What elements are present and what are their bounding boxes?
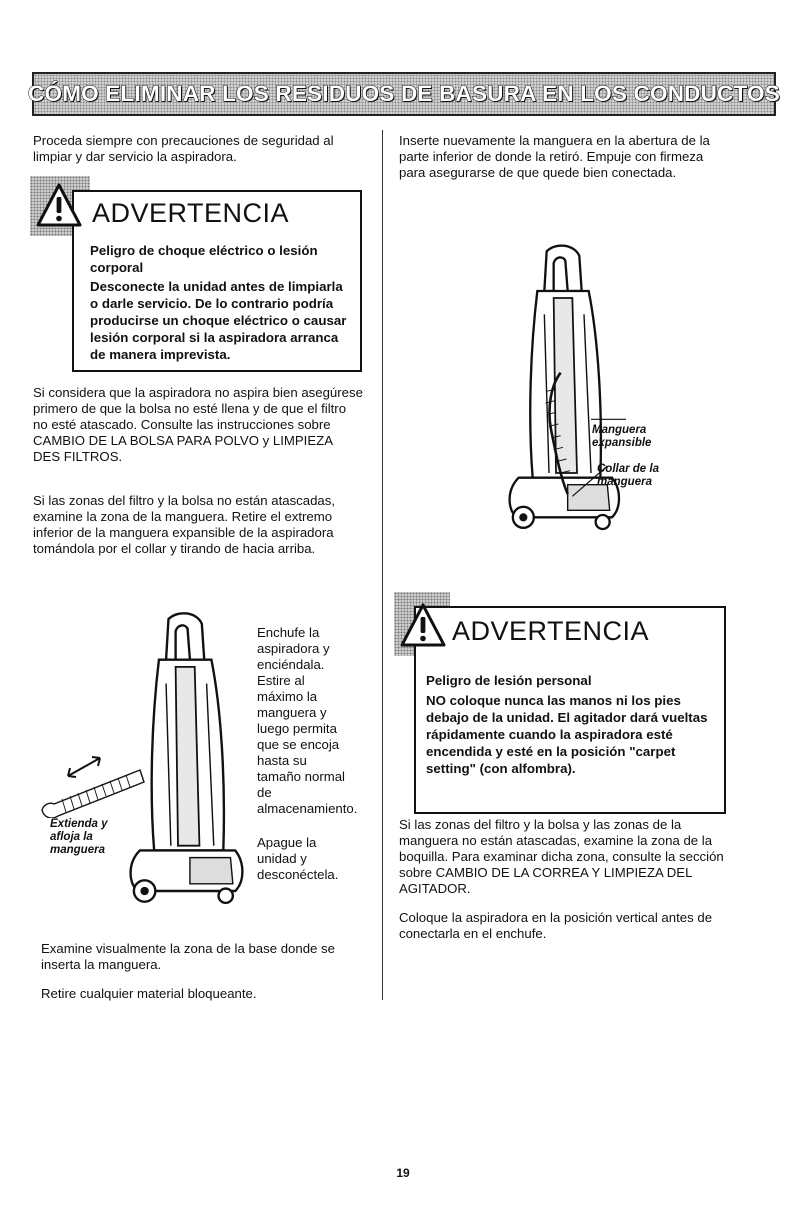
left-paragraph-1: Si considera que la aspiradora no aspira bien asegúrese primero de que la bolsa no esté llena y de que el filtro no esté atascado. Consulte las instrucciones sobre CAMBIO DE LA BOLSA PARA POLVO y LIMPIEZA DES FILTROS. <box>33 385 363 464</box>
figure-label-extend-hose: Extienda y afloja la manguera <box>50 818 108 856</box>
column-divider <box>382 130 383 1000</box>
warning-heading: ADVERTENCIA <box>452 616 650 646</box>
warning-heading: ADVERTENCIA <box>92 198 290 228</box>
warning-hazard: Peligro de choque eléctrico o lesión corporal <box>90 243 318 275</box>
side-instruction-2: Apague la unidad y desconéctela. <box>257 835 339 882</box>
warning-text: NO coloque nunca las manos ni los pies debajo de la unidad. El agitador dará vueltas rápidamente cuando la aspiradora esté encendida y esté en la posición "carpet setting" (con alfombra). <box>426 693 708 776</box>
warning-box-shock <box>30 176 362 372</box>
warning-box-injury <box>394 592 726 814</box>
warning-triangle-icon <box>399 602 447 648</box>
left-paragraph-3: Examine visualmente la zona de la base donde se inserta la manguera. <box>41 941 335 972</box>
warning-text: Desconecte la unidad antes de limpiarla o darle servicio. De lo contrario podría producirse un choque eléctrico o causar lesión corporal si la aspiradora arranca de manera imprevista. <box>90 279 347 362</box>
left-paragraph-2: Si las zonas del filtro y la bolsa no están atascadas, examine la zona de la manguera. Retire el extremo inferior de la manguera expansible de la aspiradora tomándola por el collar y tirando de hacia arriba. <box>33 493 336 556</box>
intro-paragraph: Proceda siempre con precauciones de seguridad al limpiar y dar servicio la aspiradora. <box>33 133 334 164</box>
right-paragraph-1: Inserte nuevamente la manguera en la abertura de la parte inferior de donde la retiró. Empuje con firmeza para asegurarse de que quede bien conectada. <box>399 133 710 180</box>
section-title-bar <box>28 72 780 116</box>
label-hose-collar: Collar de la manguera <box>597 463 659 488</box>
section-title: CÓMO ELIMINAR LOS RESIDUOS DE BASURA EN LOS CONDUCTOS <box>28 81 780 106</box>
warning-triangle-icon <box>35 182 83 228</box>
side-instruction-1: Enchufe la aspiradora y enciéndala. Estire al máximo la manguera y luego permita que se encoja hasta su tamaño normal de almacenamiento. <box>257 625 358 816</box>
vacuum-illustration-right <box>486 224 626 568</box>
page-number: 19 <box>396 1166 410 1180</box>
left-paragraph-4: Retire cualquier material bloqueante. <box>41 986 257 1001</box>
warning-hazard: Peligro de lesión personal <box>426 673 592 688</box>
double-arrow-icon <box>64 752 104 782</box>
label-expandable-hose: Manguera expansible <box>592 424 652 449</box>
right-paragraph-3: Coloque la aspiradora en la posición vertical antes de conectarla en el enchufe. <box>399 910 713 941</box>
right-paragraph-2: Si las zonas del filtro y la bolsa y las zonas de la manguera no están atascadas, examine la zona de la boquilla. Para examinar dicha zona, consulte la sección sobre CAMBIO DE LA CORREA Y LIMPIEZA DEL AGITADOR. <box>399 817 724 896</box>
